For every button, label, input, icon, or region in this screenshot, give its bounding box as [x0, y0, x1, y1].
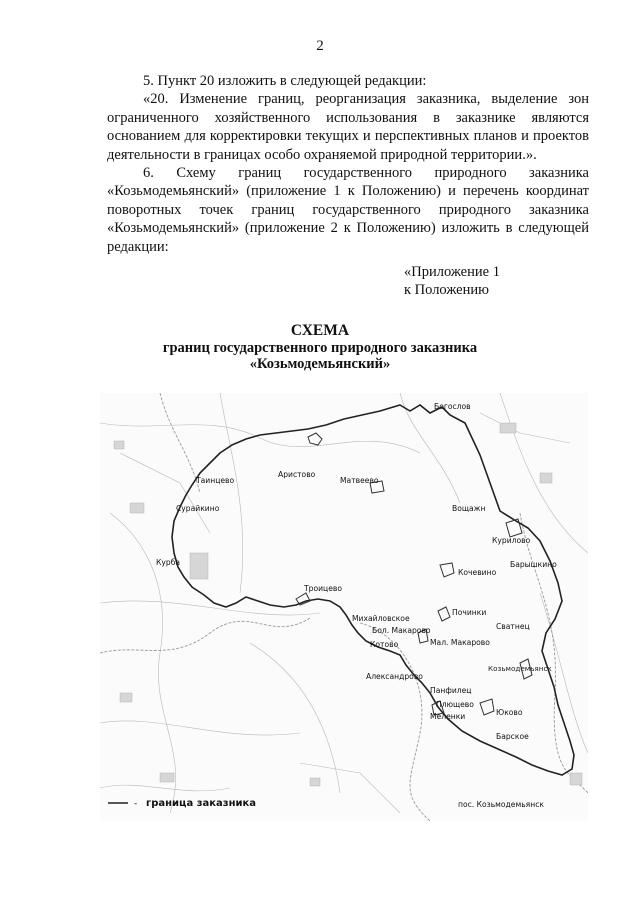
appendix-line-1: «Приложение 1	[404, 264, 500, 280]
page-number: 2	[316, 38, 324, 54]
paragraph-2: «20. Изменение границ, реорганизация заказника, выделение зон ограниченного хозяйственного использования в заказнике являются основанием для корректировки текущих и перспективных планов и проектов деятельности в границах особо охраняемой природной территории.».	[107, 91, 589, 163]
appendix-line-2: к Положению	[404, 282, 489, 299]
scheme-heading: СХЕМА	[290, 322, 350, 339]
label-matveevo: Матвеево	[340, 476, 379, 485]
label-baryshkino: Барышкино	[510, 560, 557, 569]
label-pochinki: Починки	[452, 608, 487, 617]
scheme-subtitle-1: границ государственного природного заказника	[162, 339, 478, 356]
legend-label: граница заказника	[146, 798, 257, 809]
label-kozmodemyansk-small: Козьмодемьянск	[488, 664, 552, 673]
label-kurilovo: Курилово	[492, 536, 531, 545]
label-panfilets: Панфилец	[430, 686, 472, 695]
label-yukovo: Юково	[496, 708, 523, 717]
label-suraykino: Сурайкино	[176, 504, 220, 513]
label-mal-makarovo: Мал. Макарово	[430, 638, 490, 647]
label-kurba: Курба	[156, 558, 181, 567]
label-troitsevo: Троицево	[304, 584, 343, 593]
scheme-title	[0, 323, 640, 373]
label-plyushchevo: Плющево	[436, 700, 474, 709]
label-melenki: Меленки	[430, 712, 466, 721]
paragraph-3: 6. Схему границ государственного природного заказника «Козьмодемьянский» (приложение 1 к Положению) и перечень координат поворотных точек границ государственного природного заказника «Козьмодемьянский» (приложение 2 к Положению) изложить в следующей редакции:	[107, 165, 589, 255]
scheme-subtitle-2: «Козьмодемьянский»	[249, 356, 391, 373]
label-kotovo: Котово	[370, 640, 399, 649]
label-bol-makarovo: Бол. Макарово	[372, 626, 431, 635]
appendix-note	[404, 263, 500, 300]
label-aristovo: Аристово	[278, 470, 316, 479]
body-text	[107, 72, 589, 256]
label-voshchaz: Вощажн	[452, 504, 486, 513]
label-pos-kozmodemyansk: пос. Козьмодемьянск	[458, 800, 544, 809]
paragraph-1: 5. Пункт 20 изложить в следующей редакции:	[143, 73, 427, 89]
label-kochevino: Кочевино	[458, 568, 497, 577]
label-aleksandrovo: Александрово	[366, 672, 423, 681]
reserve-boundary-map	[100, 393, 588, 821]
label-barskoe: Барское	[496, 732, 529, 741]
label-bogoslov: Богослов	[434, 402, 471, 411]
label-svatnets: Сватнец	[496, 622, 530, 631]
label-tayntsevo: Таинцево	[196, 476, 235, 485]
label-mikhaylovskoe: Михайловское	[352, 614, 410, 623]
legend-dash: -	[134, 799, 138, 809]
